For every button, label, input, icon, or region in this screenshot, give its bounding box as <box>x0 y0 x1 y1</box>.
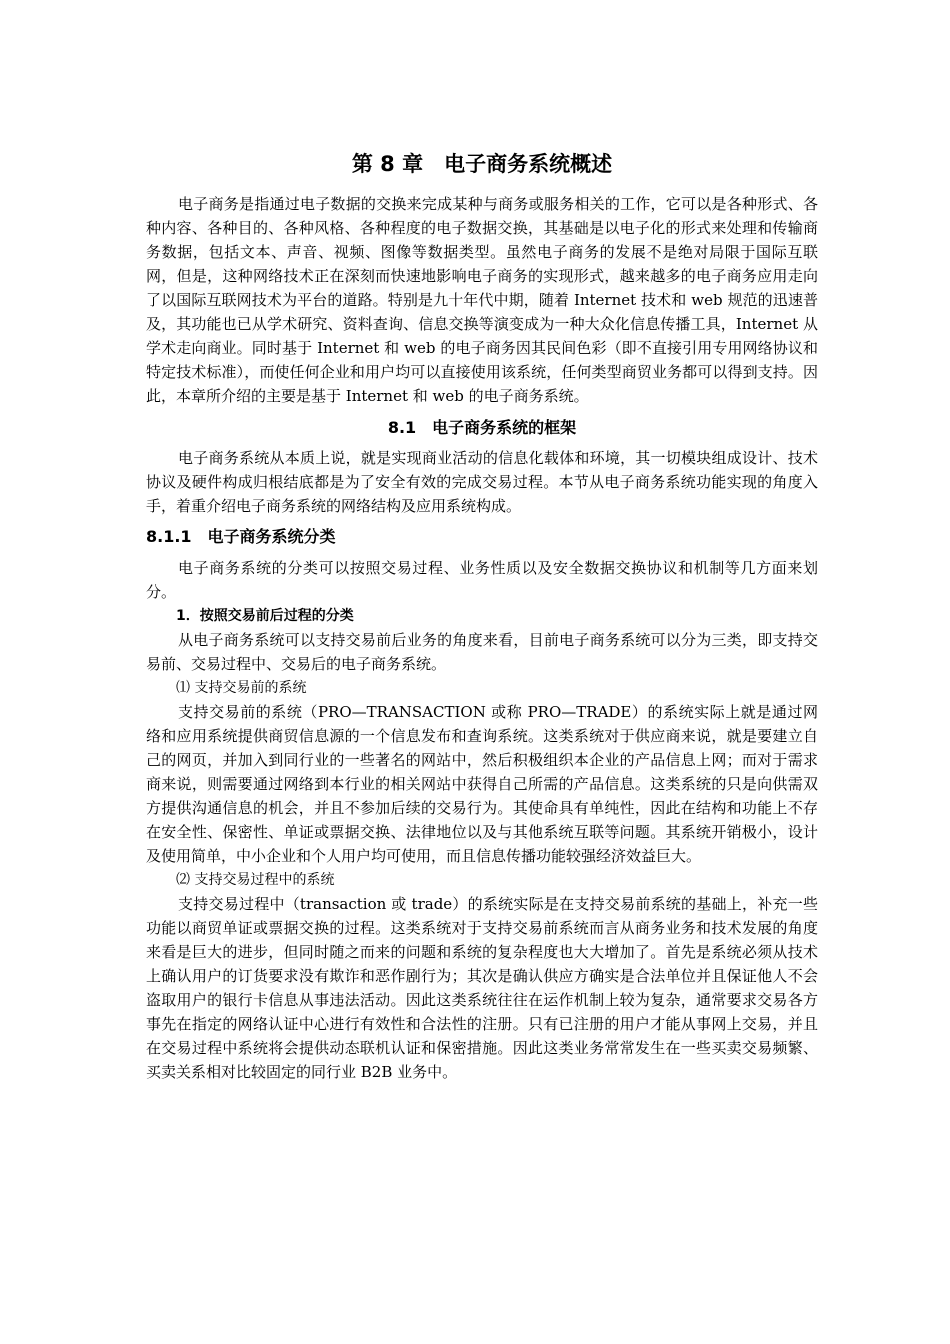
item-1-paragraph: 支持交易前的系统（PRO—TRANSACTION 或称 PRO—TRADE）的系统实际上就是通过网络和应用系统提供商贸信息源的一个信息发布和查询系统。这类系统对于供应商来说，就是要建立自己的网页，并加入到同行业的一些著名的网站中，然后积极组织本企业的产品信息上网；而对于需求商来说，则需要通过网络到本行业的相关网站中获得自己所需的产品信息。这类系统的只是向供需双方提供沟通信息的机会，并且不参加后续的交易行为。其使命具有单纯性，因此在结构和功能上不存在安全性、保密性、单证或票据交换、法律地位以及与其他系统互联等问题。其系统开销极小，设计及使用简单，中小企业和个人用户均可使用，而且信息传播功能较强经济效益巨大。 <box>146 703 818 865</box>
classification-paragraph: 从电子商务系统可以支持交易前后业务的角度来看，目前电子商务系统可以分为三类，即支持交易前、交易过程中、交易后的电子商务系统。 <box>146 631 818 673</box>
section-8-1-paragraph: 电子商务系统从本质上说，就是实现商业活动的信息化载体和环境，其一切模块组成设计、技术协议及硬件构成归根结底都是为了安全有效的完成交易过程。本节从电子商务系统功能实现的角度入手，着重介绍电子商务系统的网络结构及应用系统构成。 <box>146 449 818 515</box>
subsection-8-1-1-paragraph: 电子商务系统的分类可以按照交易过程、业务性质以及安全数据交换协议和机制等几方面来划分。 <box>146 559 818 601</box>
section-title-8-1: 8.1 电子商务系统的框架 <box>387 418 577 437</box>
subsection-title-8-1-1: 8.1.1 电子商务系统分类 <box>146 527 336 546</box>
item-2-title: ⑵ 支持交易过程中的系统 <box>176 872 335 888</box>
intro-paragraph: 电子商务是指通过电子数据的交换来完成某种与商务或服务相关的工作，它可以是各种形式、各种内容、各种目的、各种风格、各种程度的电子数据交换，其基础是以电子化的形式来处理和传输商务数据，包括文本、声音、视频、图像等数据类型。虽然电子商务的发展不是绝对局限于国际互联网，但是，这种网络技术正在深刻而快速地影响电子商务的实现形式，越来越多的电子商务应用走向了以国际互联网技术为平台的道路。特别是九十年代中期，随着 Internet 技术和 web 规范的迅速普及，其功能也已从学术研究、资料查询、信息交换等演变成为一种大众化信息传播工具，Internet 从学术走向商业。同时基于 Internet 和 web 的电子商务因其民间色彩（即不直接引用专用网络协议和特定技术标准），而使任何企业和用户均可以直接使用该系统，任何类型商贸业务都可以得到支持。因此，本章所介绍的主要是基于 Internet 和 web 的电子商务系统。 <box>146 195 818 405</box>
item-2-paragraph: 支持交易过程中（transaction 或 trade）的系统实际是在支持交易前系统的基础上，补充一些功能以商贸单证或票据交换的过程。这类系统对于支持交易前系统而言从商务业务和技术发展的角度来看是巨大的进步，但同时随之而来的问题和系统的复杂程度也大大增加了。首先是系统必须从技术上确认用户的订货要求没有欺诈和恶作剧行为；其次是确认供应方确实是合法单位并且保证他人不会盗取用户的银行卡信息从事违法活动。因此这类系统往往在运作机制上较为复杂，通常要求交易各方事先在指定的网络认证中心进行有效性和合法性的注册。只有已注册的用户才能从事网上交易，并且在交易过程中系统将会提供动态联机认证和保密措施。因此这类业务常常发生在一些买卖交易频繁、买卖关系相对比较固定的同行业 B2B 业务中。 <box>146 895 818 1081</box>
chapter-title: 第 8 章 电子商务系统概述 <box>351 152 613 176</box>
item-1-title: ⑴ 支持交易前的系统 <box>176 680 307 696</box>
classification-heading: 1．按照交易前后过程的分类 <box>176 608 354 624</box>
document-page <box>146 150 818 1084</box>
